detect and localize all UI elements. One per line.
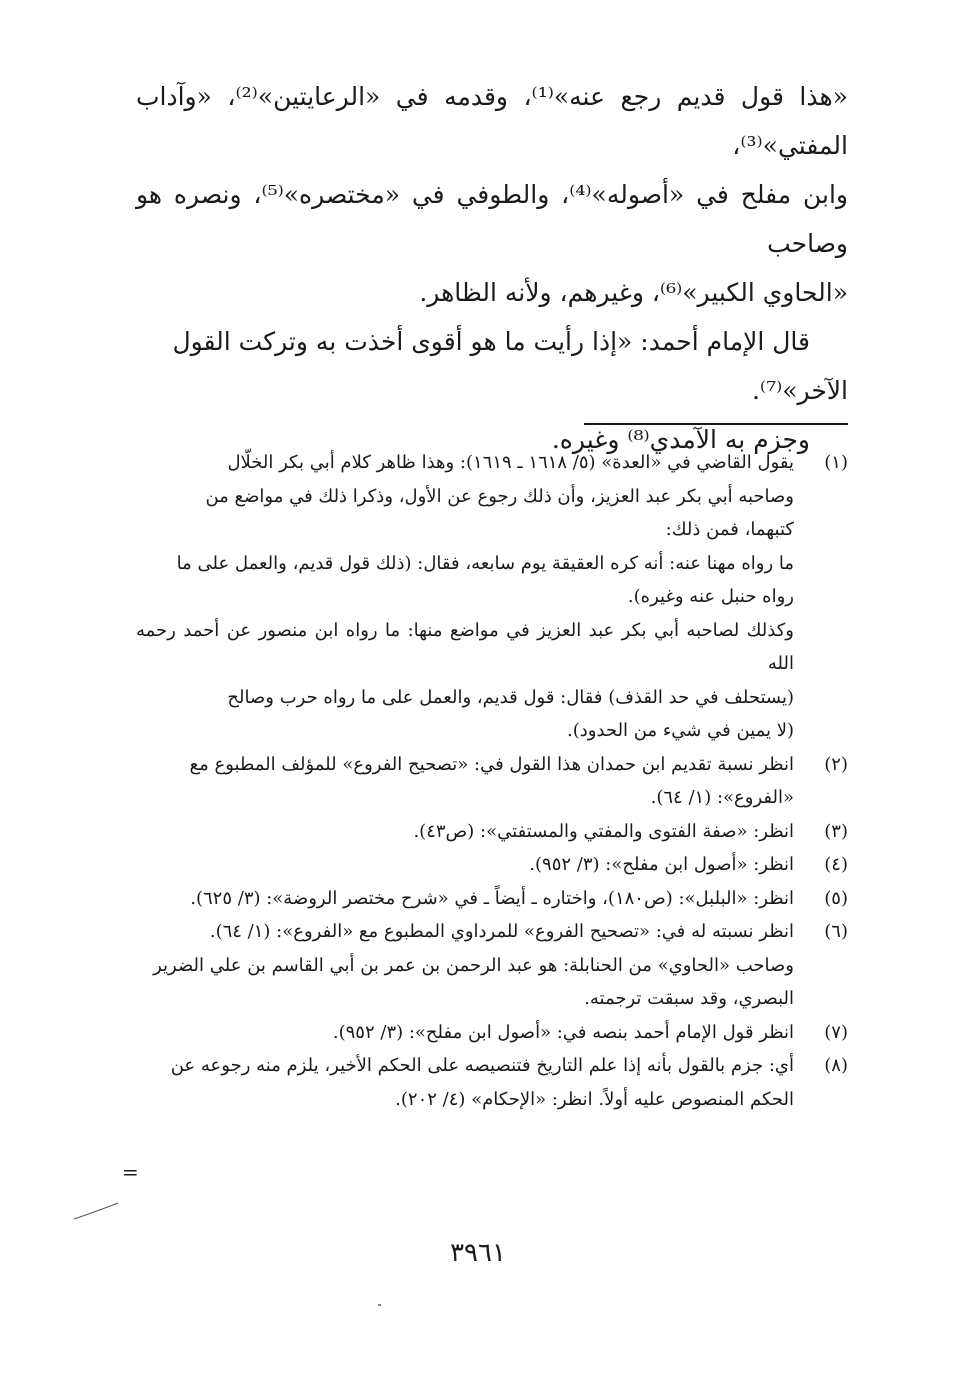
footnote-line: (يستحلف في حد القذف) فقال: قول قديم، والعمل على ما رواه حرب وصالح (227, 686, 794, 708)
paragraph-1 (136, 72, 848, 317)
footnote-line: كتبهما، فمن ذلك: (665, 519, 794, 540)
footnote-number: (٤) (824, 854, 848, 875)
text-line: «هذا قول قديم رجع عنه»⁽¹⁾، وقدمه في «الرعايتين»⁽²⁾، «وآداب المفتي»⁽³⁾، (136, 82, 848, 160)
footnote-line: وكذلك لصاحبه أبي بكر عبد العزيز في مواضع منها: ما رواه ابن منصور عن أحمد رحمه الله (136, 619, 794, 674)
footnote-3 (136, 815, 848, 849)
footnote-4 (136, 848, 848, 882)
pencil-stroke-mark (72, 1200, 122, 1222)
scan-speck (378, 1304, 381, 1306)
footnote-line: ما رواه مهنا عنه: أنه كره العقيقة يوم سابعه، فقال: (ذلك قول قديم، والعمل على ما (176, 552, 794, 574)
footnote-6 (136, 915, 848, 1016)
footnote-number: (٣) (824, 820, 848, 842)
footnote-line: يقول القاضي في «العدة» (٥/ ١٦١٨ ـ ١٦١٩): وهذا ظاهر كلام أبي بكر الخلّال (227, 452, 794, 473)
footnote-line: انظر: «البلبل»: (ص١٨٠)، واختاره ـ أيضاً ـ في «شرح مختصر الروضة»: (٣/ ٦٢٥). (190, 887, 794, 909)
footnote-5 (136, 882, 848, 916)
continuation-mark: = (122, 1160, 139, 1184)
footnote-2 (136, 748, 848, 815)
text-line: وجزم به الآمدي⁽⁸⁾ وغيره. (551, 425, 810, 454)
footnote-line: أي: جزم بالقول بأنه إذا علم التاريخ فتنصيصه على الحكم الأخير، يلزم منه رجوعه عن (170, 1055, 794, 1076)
footnote-line: انظر: «أصول ابن مفلح»: (٣/ ٩٥٢). (529, 854, 794, 875)
footnote-line: انظر نسبته له في: «تصحيح الفروع» للمرداوي المطبوع مع «الفروع»: (١/ ٦٤). (209, 921, 794, 942)
paragraph-2-cont (136, 366, 848, 415)
page-number: ٣٩٦١ (450, 1238, 506, 1268)
text-line: الآخر»⁽⁷⁾. (751, 376, 848, 405)
footnote-line: وصاحب «الحاوي» من الحنابلة: هو عبد الرحمن بن عمر بن أبي القاسم بن علي الضرير (153, 954, 794, 976)
footnote-line: انظر نسبة تقديم ابن حمدان هذا القول في: «تصحيح الفروع» للمؤلف المطبوع مع (189, 753, 794, 775)
footnote-number: (٥) (824, 887, 848, 909)
footnote-line: «الفروع»: (١/ ٦٤). (650, 787, 794, 808)
main-text (136, 72, 848, 464)
footnote-line: انظر: «صفة الفتوى والمفتي والمستفتي»: (ص٤٣). (413, 820, 794, 842)
footnote-1 (136, 446, 848, 748)
text-line: قال الإمام أحمد: «إذا رأيت ما هو أقوى أخذت به وتركت القول (172, 327, 810, 356)
footnote-line: انظر قول الإمام أحمد بنصه في: «أصول ابن مفلح»: (٣/ ٩٥٢). (332, 1021, 794, 1043)
footnote-number: (١) (824, 452, 848, 473)
footnote-line: رواه حنبل عنه وغيره). (627, 586, 794, 607)
paragraph-2 (136, 317, 848, 366)
footnote-8 (136, 1049, 848, 1116)
footnote-line: البصري، وقد سبقت ترجمته. (584, 988, 794, 1009)
text-line: «الحاوي الكبير»⁽⁶⁾، وغيرهم، ولأنه الظاهر. (419, 278, 848, 307)
footnote-number: (٢) (824, 753, 848, 775)
footnote-7 (136, 1016, 848, 1050)
footnote-line: الحكم المنصوص عليه أولاً. انظر: «الإحكام» (٤/ ٢٠٢). (395, 1088, 794, 1110)
footnote-separator (584, 423, 848, 425)
footnote-line: وصاحبه أبي بكر عبد العزيز، وأن ذلك رجوع عن الأول، وذكرا ذلك في مواضع من (205, 485, 794, 507)
footnote-number: (٦) (824, 921, 848, 942)
text-line: وابن مفلح في «أصوله»⁽⁴⁾، والطوفي في «مختصره»⁽⁵⁾، ونصره هو وصاحب (136, 180, 848, 258)
footnote-line: (لا يمين في شيء من الحدود). (567, 720, 794, 741)
footnote-number: (٨) (824, 1055, 848, 1076)
footnotes (136, 446, 848, 1116)
footnote-number: (٧) (824, 1021, 848, 1043)
